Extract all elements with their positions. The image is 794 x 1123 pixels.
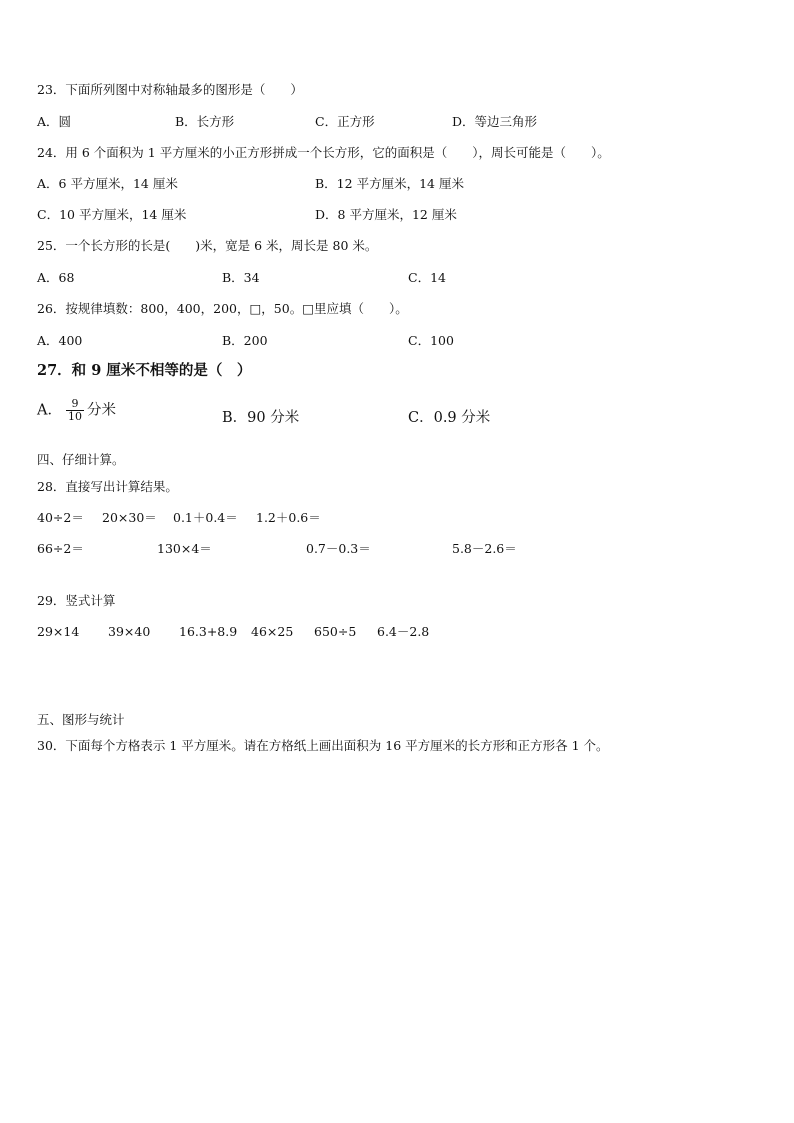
section-5-heading: 五、图形与统计 [37,712,125,727]
q25-stem: 25．一个长方形的长是( )米，宽是 6 米，周长是 80 米。 [37,238,378,253]
q26-stem: 26．按规律填数：800，400，200，□，50。□里应填（ ）。 [37,301,408,316]
q28-item: 130×4＝ [157,541,212,556]
q29-item: 6.4－2.8 [377,624,430,639]
q27-option-a-label: A． [37,402,62,419]
q24-option-c[interactable]: C．10 平方厘米，14 厘米 [37,207,187,222]
q29-stem: 29．竖式计算 [37,593,116,608]
q29-item: 46×25 [251,624,294,639]
q28-item: 0.7－0.3＝ [306,541,371,556]
q28-item: 1.2＋0.6＝ [256,510,321,525]
q25-option-c[interactable]: C．14 [408,270,446,285]
q26-option-a[interactable]: A．400 [37,333,83,348]
fraction-denominator: 10 [67,410,82,423]
fraction [66,398,84,423]
section-4-heading: 四、仔细计算。 [37,452,125,467]
q28-item: 66÷2＝ [37,541,84,556]
q29-item: 650÷5 [314,624,357,639]
q27-option-c[interactable]: C．0.9 分米 [408,410,491,426]
q29-item: 29×14 [37,624,80,639]
q23-option-b[interactable]: B．长方形 [175,114,235,129]
q28-item: 5.8－2.6＝ [452,541,517,556]
q28-stem: 28．直接写出计算结果。 [37,479,178,494]
q27-option-a[interactable] [37,398,116,423]
q24-option-b[interactable]: B．12 平方厘米，14 厘米 [315,176,464,191]
q24-stem: 24．用 6 个面积为 1 平方厘米的小正方形拼成一个长方形，它的面积是（ ），周长可能是（ ）。 [37,145,610,160]
q28-item: 20×30＝ [102,510,157,525]
q28-item: 40÷2＝ [37,510,84,525]
q23-option-a[interactable]: A．圆 [37,114,72,129]
q30-stem: 30．下面每个方格表示 1 平方厘米。请在方格纸上画出面积为 16 平方厘米的长方形和正方形各 1 个。 [37,738,609,753]
q24-option-a[interactable]: A．6 平方厘米，14 厘米 [37,176,178,191]
q23-option-c[interactable]: C．正方形 [315,114,375,129]
q25-option-b[interactable]: B．34 [222,270,260,285]
q25-option-a[interactable]: A．68 [37,270,75,285]
q27-stem: 27．和 9 厘米不相等的是（ ） [37,362,252,379]
fraction-numerator: 9 [71,397,79,410]
q26-option-b[interactable]: B．200 [222,333,268,348]
q27-option-b[interactable]: B．90 分米 [222,410,300,426]
q29-item: 39×40 [108,624,151,639]
q26-option-c[interactable]: C．100 [408,333,454,348]
q23-option-d[interactable]: D．等边三角形 [452,114,538,129]
q27-option-a-unit: 分米 [86,402,116,419]
q23-stem: 23．下面所列图中对称轴最多的图形是（ ） [37,82,303,97]
q28-item: 0.1＋0.4＝ [173,510,238,525]
q24-option-d[interactable]: D．8 平方厘米，12 厘米 [315,207,457,222]
q29-item: 16.3+8.9 [179,624,238,639]
